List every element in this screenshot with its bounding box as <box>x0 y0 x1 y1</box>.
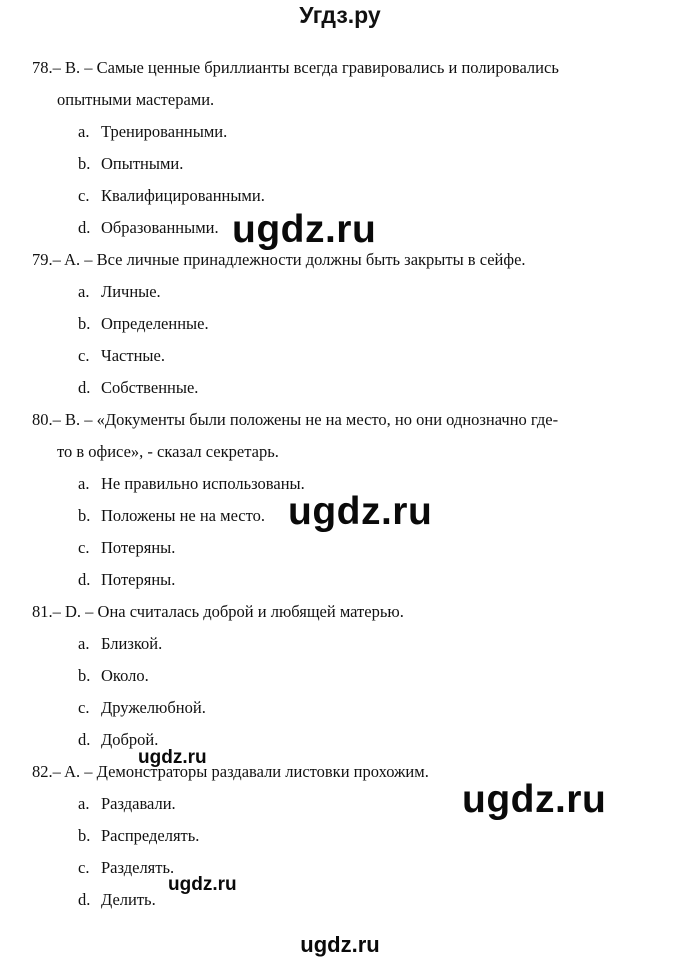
option-82-a <box>78 794 176 814</box>
option-79-c <box>78 346 165 366</box>
option-letter: a. <box>78 282 90 301</box>
question-text: – B. – «Документы были положены не на место, но они однозначно где- <box>52 410 559 429</box>
option-text: Близкой. <box>101 634 163 653</box>
option-78-b <box>78 154 183 174</box>
option-letter: d. <box>78 890 91 909</box>
option-text: Положены не на место. <box>101 506 265 525</box>
option-letter: c. <box>78 346 90 365</box>
option-text: Определенные. <box>101 314 209 333</box>
option-80-d <box>78 570 175 590</box>
option-letter: b. <box>78 506 91 525</box>
option-text: Образованными. <box>101 218 219 237</box>
option-text: Около. <box>101 666 149 685</box>
option-78-c <box>78 186 265 206</box>
option-81-c <box>78 698 206 718</box>
option-79-b <box>78 314 209 334</box>
option-letter: c. <box>78 698 90 717</box>
option-text: Разделять. <box>101 858 175 877</box>
option-letter: b. <box>78 314 91 333</box>
option-letter: a. <box>78 474 90 493</box>
question-text: – A. – Все личные принадлежности должны быть закрыты в сейфе. <box>52 250 526 269</box>
question-text: – B. – Самые ценные бриллианты всегда гравировались и полировались <box>52 58 559 77</box>
option-text: Доброй. <box>101 730 159 749</box>
option-80-c <box>78 538 175 558</box>
question-78 <box>32 58 559 78</box>
question-80-continuation: то в офисе», - сказал секретарь. <box>57 442 279 461</box>
option-text: Тренированными. <box>101 122 228 141</box>
option-82-c <box>78 858 174 878</box>
option-text: Потеряны. <box>101 570 176 589</box>
option-79-d <box>78 378 198 398</box>
question-80 <box>32 410 558 430</box>
option-letter: c. <box>78 538 90 557</box>
option-letter: c. <box>78 186 90 205</box>
option-letter: d. <box>78 730 91 749</box>
option-81-a <box>78 634 162 654</box>
option-letter: b. <box>78 154 91 173</box>
option-text: Квалифицированными. <box>101 186 265 205</box>
option-letter: c. <box>78 858 90 877</box>
watermark: ugdz.ru <box>462 778 607 821</box>
option-text: Личные. <box>101 282 161 301</box>
watermark: ugdz.ru <box>138 747 207 768</box>
option-81-b <box>78 666 149 686</box>
question-number: 80. <box>32 410 53 429</box>
option-78-a <box>78 122 227 142</box>
option-letter: d. <box>78 570 91 589</box>
question-number: 79. <box>32 250 53 269</box>
option-letter: a. <box>78 794 90 813</box>
option-80-b <box>78 506 265 526</box>
option-text: Распределять. <box>101 826 200 845</box>
site-title: Угдз.ру <box>299 2 381 28</box>
option-82-b <box>78 826 199 846</box>
footer-watermark: ugdz.ru <box>300 932 380 957</box>
question-number: 82. <box>32 762 53 781</box>
question-78-continuation: опытными мастерами. <box>57 90 215 109</box>
watermark: ugdz.ru <box>288 490 433 533</box>
option-letter: d. <box>78 218 91 237</box>
option-letter: a. <box>78 634 90 653</box>
question-79 <box>32 250 526 270</box>
option-letter: b. <box>78 826 91 845</box>
option-text: Опытными. <box>101 154 184 173</box>
option-text: Делить. <box>101 890 156 909</box>
option-text: Потеряны. <box>101 538 176 557</box>
option-text: Собственные. <box>101 378 199 397</box>
watermark: ugdz.ru <box>232 208 377 251</box>
question-number: 78. <box>32 58 53 77</box>
question-text: – D. – Она считалась доброй и любящей матерью. <box>52 602 404 621</box>
option-79-a <box>78 282 161 302</box>
question-number: 81. <box>32 602 53 621</box>
option-82-d <box>78 890 156 910</box>
question-text: – A. – Демонстраторы раздавали листовки прохожим. <box>52 762 429 781</box>
option-80-a <box>78 474 305 494</box>
option-78-d <box>78 218 219 238</box>
option-letter: d. <box>78 378 91 397</box>
question-82 <box>32 762 429 782</box>
option-text: Дружелюбной. <box>101 698 206 717</box>
option-text: Не правильно использованы. <box>101 474 305 493</box>
watermark: ugdz.ru <box>168 874 237 895</box>
option-text: Раздавали. <box>101 794 176 813</box>
option-letter: b. <box>78 666 91 685</box>
option-text: Частные. <box>101 346 165 365</box>
option-letter: a. <box>78 122 90 141</box>
question-81 <box>32 602 404 622</box>
